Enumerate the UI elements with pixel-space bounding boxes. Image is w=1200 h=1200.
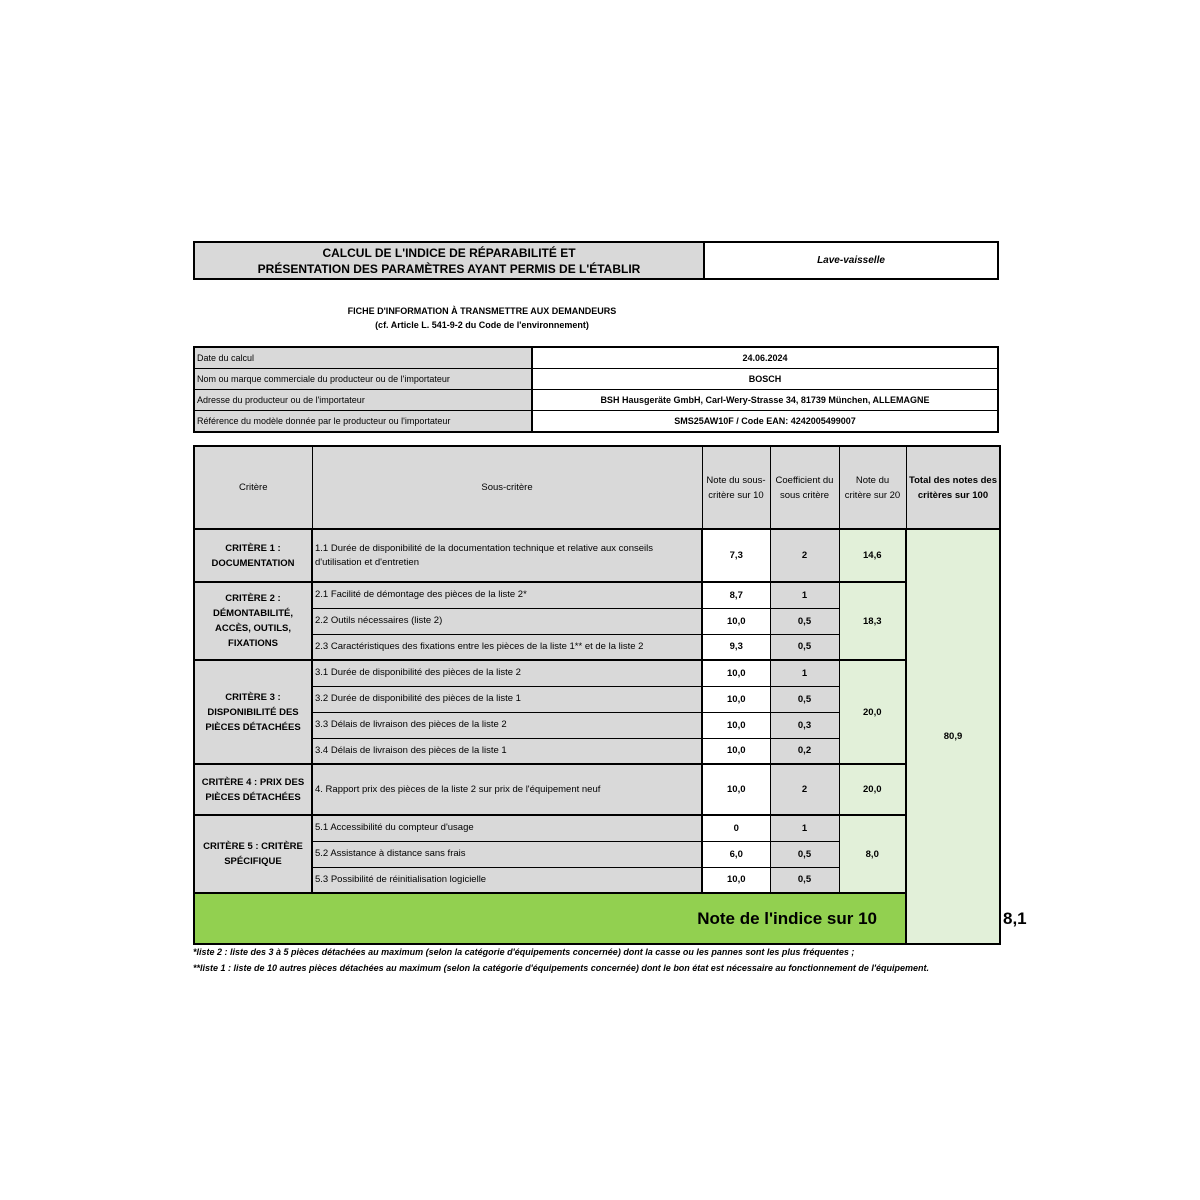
table-row [194, 660, 1000, 686]
subcriterion-coef: 0,5 [770, 608, 839, 634]
criterion-score: 20,0 [839, 660, 906, 764]
subcriterion-coef: 0,5 [770, 841, 839, 867]
criterion-name: CRITÈRE 5 : CRITÈRE SPÉCIFIQUE [194, 815, 312, 893]
subcriterion-label: 5.2 Assistance à distance sans frais [312, 841, 702, 867]
table-row [194, 529, 1000, 582]
subcriterion-label: 1.1 Durée de disponibilité de la documentation technique et relative aux conseils d'utilisation et d'entretien [312, 529, 702, 582]
subcriterion-coef: 0,5 [770, 634, 839, 660]
subcriterion-coef: 0,3 [770, 712, 839, 738]
col-total: Total des notes des critères sur 100 [906, 446, 1000, 529]
col-coef: Coefficient du sous critère [770, 446, 839, 529]
subcriterion-note: 10,0 [702, 660, 770, 686]
subcriterion-note: 7,3 [702, 529, 770, 582]
criterion-score: 18,3 [839, 582, 906, 660]
subcriterion-coef: 2 [770, 529, 839, 582]
subcriterion-coef: 1 [770, 815, 839, 841]
subcriterion-coef: 1 [770, 660, 839, 686]
col-critere: Critère [194, 446, 312, 529]
table-row [194, 764, 1000, 815]
subcriterion-label: 2.3 Caractéristiques des fixations entre les pièces de la liste 1** et de la liste 2 [312, 634, 702, 660]
info-table [193, 346, 999, 433]
header-title-line1: CALCUL DE L'INDICE DE RÉPARABILITÉ ET [322, 245, 576, 260]
info-row [194, 369, 998, 390]
subcriterion-note: 10,0 [702, 764, 770, 815]
col-note-sous: Note du sous-critère sur 10 [702, 446, 770, 529]
info-value: BOSCH [532, 369, 998, 390]
subcriterion-note: 10,0 [702, 686, 770, 712]
info-row [194, 347, 998, 369]
subcriterion-coef: 0,2 [770, 738, 839, 764]
criterion-name: CRITÈRE 4 : PRIX DES PIÈCES DÉTACHÉES [194, 764, 312, 815]
subcriterion-label: 2.2 Outils nécessaires (liste 2) [312, 608, 702, 634]
subcriterion-label: 3.1 Durée de disponibilité des pièces de la liste 2 [312, 660, 702, 686]
info-label: Nom ou marque commerciale du producteur ou de l'importateur [194, 369, 532, 390]
subcriterion-coef: 0,5 [770, 686, 839, 712]
header-title-line2: PRÉSENTATION DES PARAMÈTRES AYANT PERMIS DE L'ÉTABLIR [257, 261, 641, 276]
criterion-name: CRITÈRE 3 : DISPONIBILITÉ DES PIÈCES DÉTACHÉES [194, 660, 312, 764]
fiche-heading [193, 304, 771, 332]
subcriterion-coef: 1 [770, 582, 839, 608]
subcriterion-note: 6,0 [702, 841, 770, 867]
subcriterion-note: 10,0 [702, 867, 770, 893]
table-row [194, 582, 1000, 608]
col-note-critere: Note du critère sur 20 [839, 446, 906, 529]
subcriterion-label: 3.2 Durée de disponibilité des pièces de la liste 1 [312, 686, 702, 712]
subcriterion-note: 9,3 [702, 634, 770, 660]
info-label: Référence du modèle donnée par le producteur ou l'importateur [194, 411, 532, 433]
table-header-row [194, 446, 1000, 529]
info-row [194, 390, 998, 411]
final-score-row: Note de l'indice sur 10 8,1 [194, 893, 1000, 944]
table-row [194, 815, 1000, 841]
footnote-liste-2: *liste 2 : liste des 3 à 5 pièces détachées au maximum (selon la catégorie d'équipements concernée) dont la casse ou les pannes sont les plus fréquentes ; [193, 947, 855, 957]
criterion-score: 8,0 [839, 815, 906, 893]
criterion-name: CRITÈRE 1 : DOCUMENTATION [194, 529, 312, 582]
info-label: Date du calcul [194, 347, 532, 369]
document-header [193, 241, 999, 280]
info-label: Adresse du producteur ou de l'importateur [194, 390, 532, 411]
criterion-score: 14,6 [839, 529, 906, 582]
subcriterion-note: 10,0 [702, 608, 770, 634]
final-score-label: Note de l'indice sur 10 [194, 893, 906, 944]
footnotes [193, 944, 1003, 976]
subcriterion-label: 5.1 Accessibilité du compteur d'usage [312, 815, 702, 841]
info-value: SMS25AW10F / Code EAN: 4242005499007 [532, 411, 998, 433]
subcriterion-label: 4. Rapport prix des pièces de la liste 2 sur prix de l'équipement neuf [312, 764, 702, 815]
header-title [195, 243, 705, 278]
subcriterion-note: 0 [702, 815, 770, 841]
subcriterion-label: 3.4 Délais de livraison des pièces de la liste 1 [312, 738, 702, 764]
subcriterion-note: 10,0 [702, 712, 770, 738]
info-value: BSH Hausgeräte GmbH, Carl-Wery-Strasse 34, 81739 München, ALLEMAGNE [532, 390, 998, 411]
subcriterion-label: 2.1 Facilité de démontage des pièces de la liste 2* [312, 582, 702, 608]
info-value: 24.06.2024 [532, 347, 998, 369]
footnote-liste-1: **liste 1 : liste de 10 autres pièces détachées au maximum (selon la catégorie d'équipements concernée) dont le bon état est nécessaire au fonctionnement de l'équipement. [193, 963, 930, 973]
criterion-name: CRITÈRE 2 : DÉMONTABILITÉ, ACCÈS, OUTILS, FIXATIONS [194, 582, 312, 660]
subcriterion-coef: 2 [770, 764, 839, 815]
subcriterion-note: 10,0 [702, 738, 770, 764]
subcriterion-label: 3.3 Délais de livraison des pièces de la liste 2 [312, 712, 702, 738]
criteria-table [193, 445, 1027, 945]
criterion-score: 20,0 [839, 764, 906, 815]
subcriterion-note: 8,7 [702, 582, 770, 608]
total-score: 80,9 [906, 529, 1000, 944]
col-sous-critere: Sous-critère [312, 446, 702, 529]
subcriterion-coef: 0,5 [770, 867, 839, 893]
fiche-line1: FICHE D'INFORMATION À TRANSMETTRE AUX DEMANDEURS [347, 306, 617, 316]
info-row [194, 411, 998, 433]
product-type: Lave-vaisselle [817, 255, 885, 266]
subcriterion-label: 5.3 Possibilité de réinitialisation logicielle [312, 867, 702, 893]
fiche-line2: (cf. Article L. 541-9-2 du Code de l'environnement) [375, 320, 589, 330]
